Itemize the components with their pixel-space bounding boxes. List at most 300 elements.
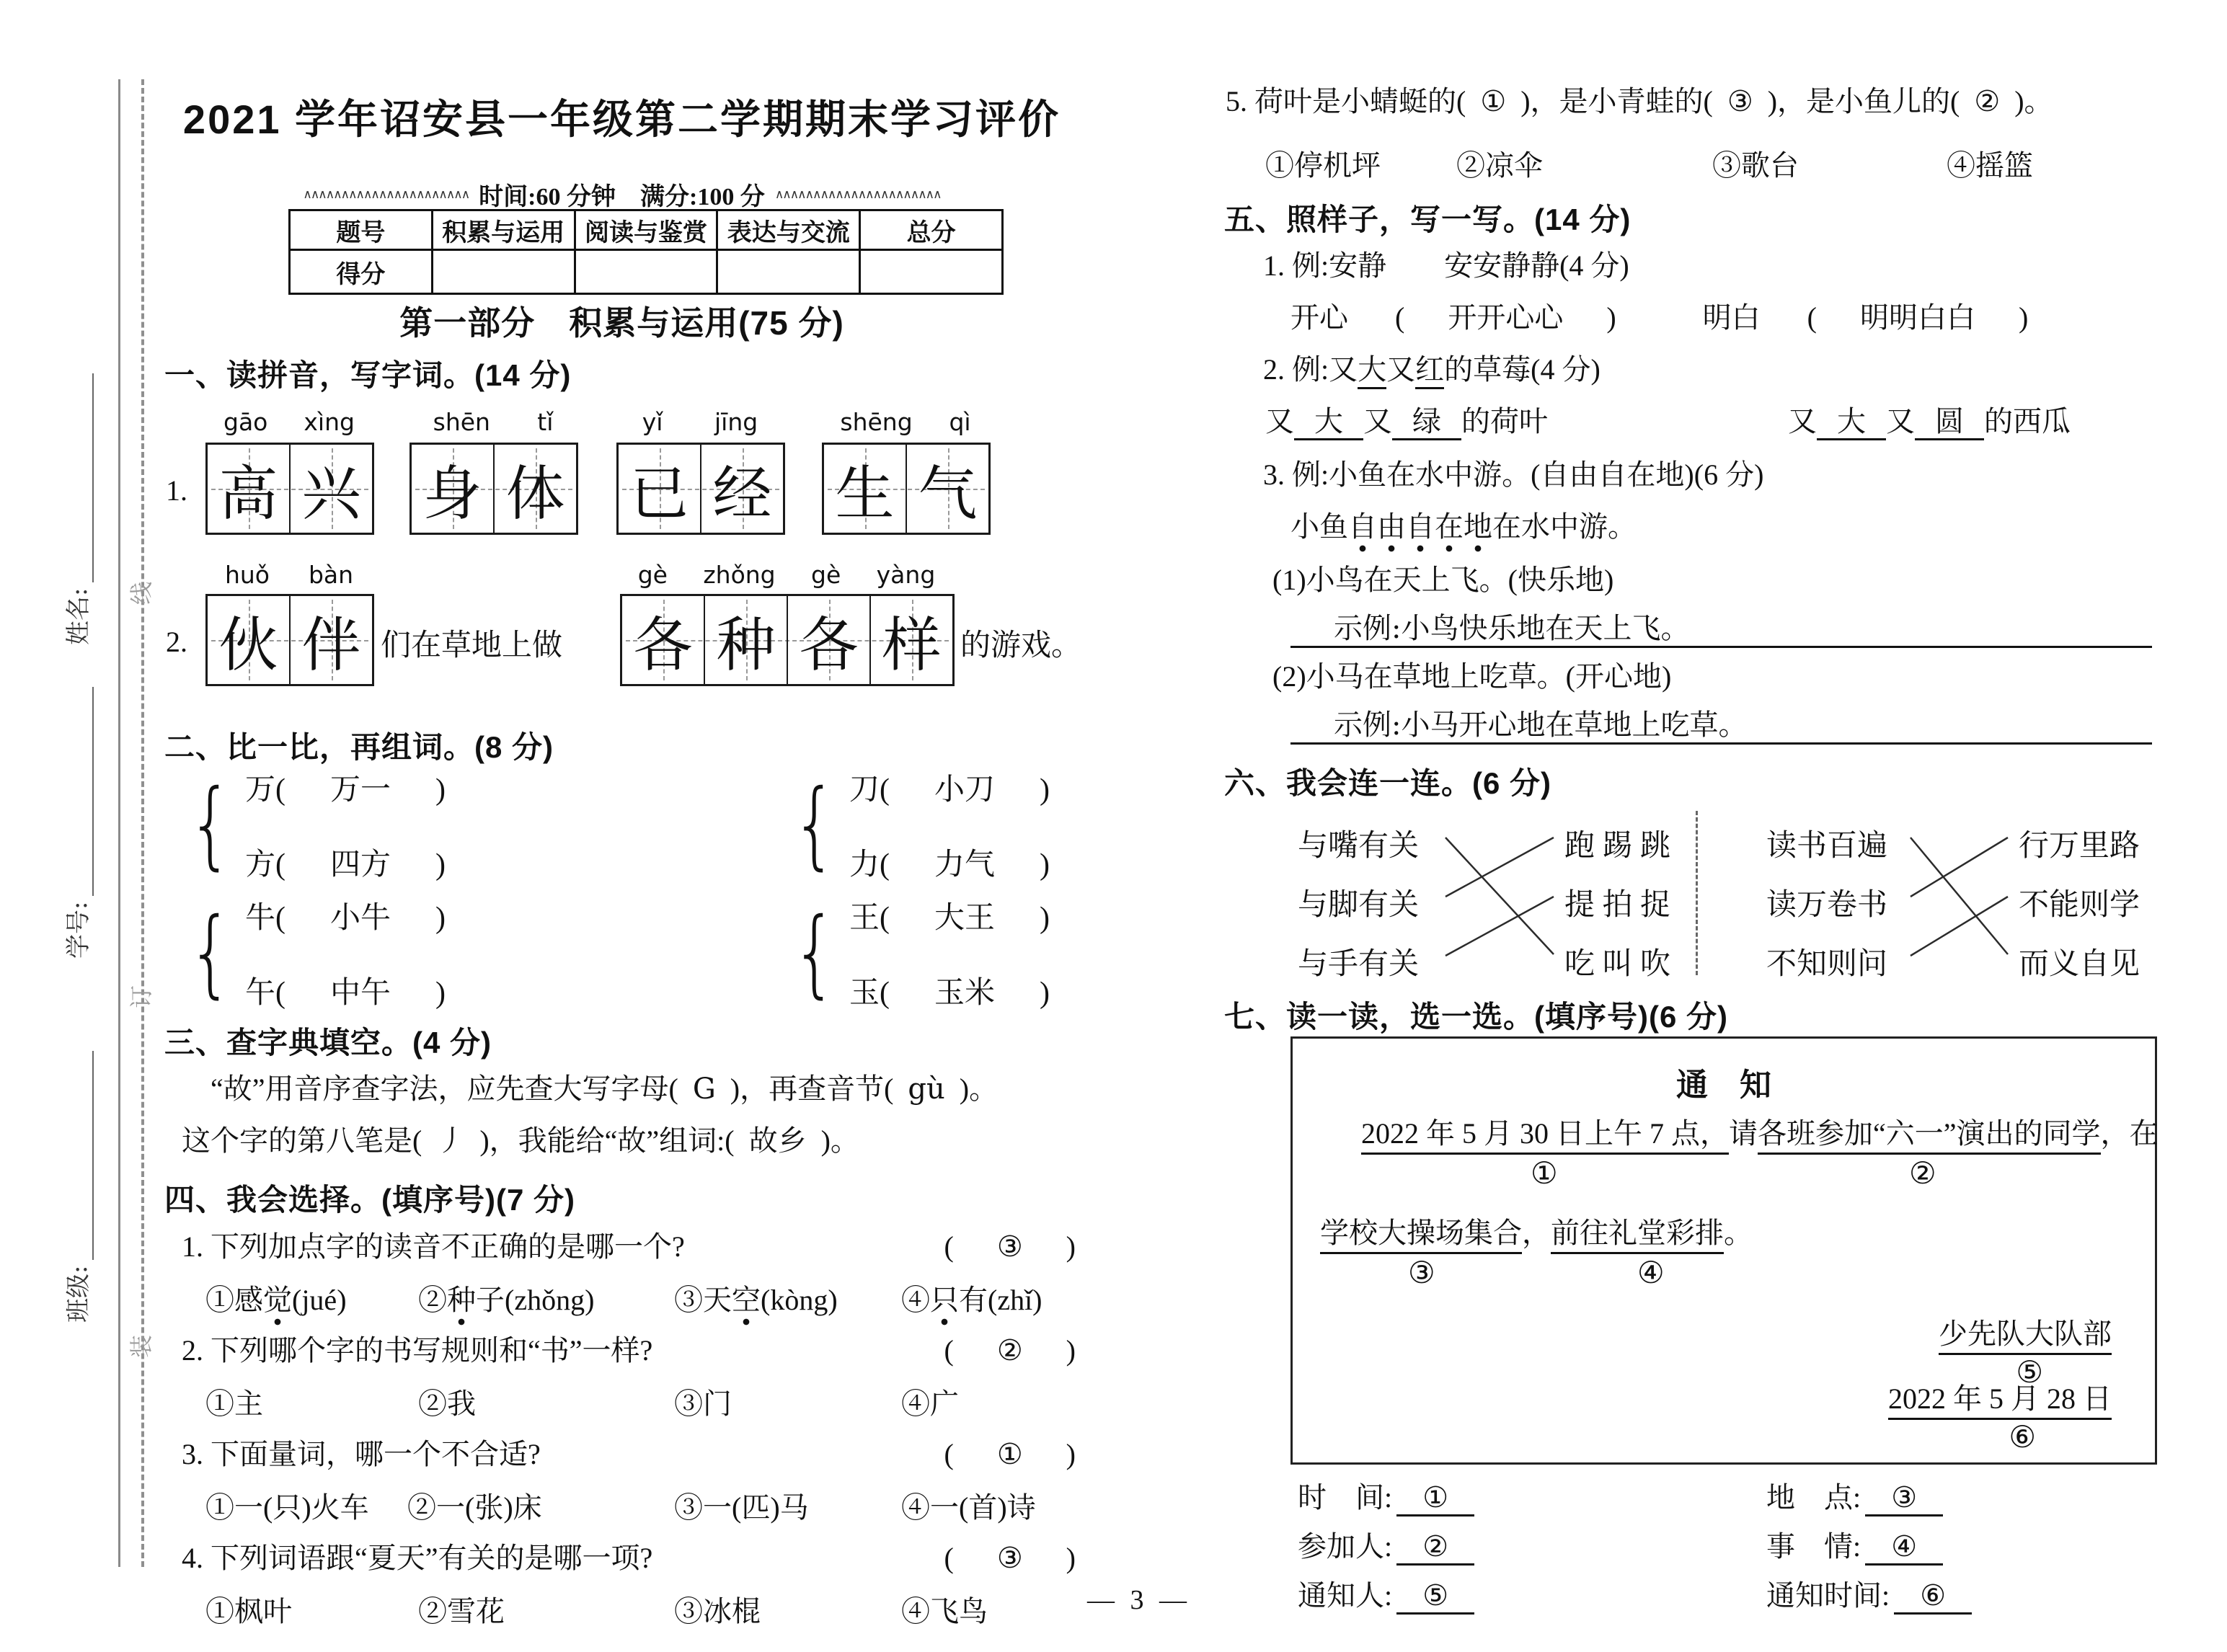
options-row: [205, 1381, 1078, 1424]
answer-word: 开开心心: [1448, 301, 1564, 334]
pinyin-label: [822, 408, 989, 436]
compare-row: [849, 840, 1050, 884]
section5-heading: 五、照样子，写一写。(14 分): [1224, 203, 1631, 236]
field-label: 通知人:: [1298, 1579, 1393, 1612]
answer-char: 各: [633, 610, 693, 680]
pinyin-label: [616, 408, 784, 436]
margin-rule-line: [118, 79, 120, 1567]
answer-word: 中午: [330, 974, 391, 1010]
field-answer: ①: [1396, 1481, 1474, 1516]
paren-open: (: [944, 1334, 983, 1367]
page-number: — 3 —: [1087, 1585, 1191, 1615]
answer-char: 体: [505, 459, 565, 528]
answer-word: 明明白白: [1859, 301, 1975, 334]
compare-row: [245, 894, 446, 937]
match-term: 读书百遍: [1766, 830, 1888, 863]
question-text: )。: [2014, 85, 2053, 117]
compare-row: [245, 969, 446, 1012]
question-text: 小鱼: [1290, 510, 1348, 543]
score-row-label: 得分: [290, 250, 433, 294]
example-sentence: [1290, 510, 1637, 543]
compare-char: 午: [244, 977, 275, 1010]
pinyin-syllable: xìng: [304, 408, 355, 436]
paren-close: ): [405, 848, 446, 881]
example-row: [1263, 353, 1600, 386]
option-text: (jué): [292, 1284, 347, 1316]
match-target: 提 拍 捉: [1564, 889, 1671, 922]
blank-answer: 大: [1817, 405, 1886, 440]
paren-close: ): [1009, 848, 1050, 881]
brace-icon: {: [792, 897, 838, 1008]
paren-open: (: [944, 1230, 983, 1263]
question-number: 2.: [182, 1334, 203, 1367]
compare-char: 方: [244, 848, 275, 881]
dotted-phrase: 自由自在地: [1348, 510, 1492, 553]
answer-word: 四方: [330, 846, 391, 881]
part1-title: 第一部分 积累与运用(75 分): [399, 304, 844, 342]
question-number: 1.: [182, 1230, 203, 1263]
question-row: [182, 1431, 1076, 1473]
answer-sentence: 示例:小马开心地在草地上吃草。: [1334, 709, 1748, 742]
class-field: [65, 948, 94, 1323]
paren-close: ): [1037, 1334, 1076, 1367]
blank-answer: 大: [1294, 405, 1363, 440]
answer-char: 种: [716, 610, 776, 680]
option-item: ①枫叶: [205, 1595, 292, 1627]
paren-close: ): [1037, 1230, 1076, 1263]
fill-blanks-row: [1265, 405, 2152, 451]
compare-row: [245, 840, 446, 884]
question-row: [1226, 85, 2053, 118]
field-notice-time: [1766, 1573, 1972, 1615]
paren-open: (: [880, 848, 920, 881]
match-lines: [1226, 793, 2163, 1009]
score-cell-empty: [432, 250, 575, 294]
option-item: ②雪花: [418, 1595, 505, 1627]
field-answer: ③: [1865, 1481, 1943, 1516]
compare-char: 王: [849, 902, 880, 935]
student-name-label: 姓名:: [64, 587, 93, 645]
paren-close: ): [1009, 977, 1050, 1010]
match-term: 与手有关: [1298, 948, 1420, 981]
score-header-jilei: 积累与运用: [432, 210, 575, 250]
options-row: [205, 1485, 1078, 1528]
blank-answer: 圆: [1915, 405, 1984, 440]
question-text: )。: [959, 1073, 999, 1105]
underlined-char: 大: [1358, 353, 1386, 389]
match-target: 行万里路: [2019, 830, 2140, 863]
paren-open: (: [275, 773, 316, 807]
question-text: 下面量词，哪一个不合适?: [211, 1438, 541, 1470]
question-text: 荷叶是小蜻蜓的(: [1254, 85, 1466, 117]
score-cell-empty: [860, 250, 1003, 294]
sub-question: (2)小马在草地上吃草。(开心地): [1272, 660, 1672, 693]
pinyin-syllable: gāo: [223, 408, 268, 436]
paren-close: ): [1009, 902, 1050, 935]
circled-number-2: ②: [1909, 1158, 1936, 1191]
score-header-zongfen: 总分: [860, 210, 1003, 250]
time-score-label: 时间:60 分钟 满分:100 分: [479, 184, 765, 210]
brace-icon: {: [187, 897, 234, 1008]
question-row: [182, 1535, 1076, 1576]
score-cell-empty: [575, 250, 717, 294]
zigzag-decoration-left: ∧∧∧∧∧∧∧∧∧∧∧∧∧∧∧∧∧∧∧∧∧∧: [303, 187, 469, 202]
dictionary-line-2: [182, 1124, 859, 1158]
student-id-blank: [71, 687, 94, 896]
question-text: 的荷叶: [1461, 405, 1548, 438]
option-text: ①感: [205, 1284, 263, 1316]
paren-close: ): [1577, 301, 1616, 334]
pinyin-syllable: yàng: [876, 561, 936, 589]
options-row: [1265, 143, 2152, 186]
field-label: 地 点:: [1766, 1481, 1861, 1514]
grid-cell: [824, 445, 906, 533]
grid-cell: [289, 596, 372, 684]
answer-choice: ③: [996, 1230, 1023, 1264]
answer-char: 高: [218, 459, 278, 528]
question-text: 又: [1265, 405, 1294, 438]
paren-close: ): [1009, 773, 1050, 807]
binding-char-xian: 线: [128, 581, 156, 605]
compare-char: 刀: [849, 773, 880, 807]
answer-bracket: [944, 1224, 1076, 1265]
answer-text: 故乡: [748, 1124, 807, 1158]
student-name-blank: [71, 373, 94, 582]
grid-cell: [906, 445, 988, 533]
options-row: [205, 1277, 1078, 1320]
grid-cell: [208, 596, 289, 684]
pinyin-label: [409, 408, 577, 436]
fill-phrase: [1788, 405, 2071, 440]
question-text: )，再查音节(: [730, 1073, 894, 1105]
answer-choice: ③: [1727, 85, 1753, 118]
option-item: ②我: [418, 1387, 476, 1420]
compare-row: [849, 765, 1050, 809]
writing-grid: [205, 594, 374, 686]
option-item: ④广: [901, 1387, 959, 1420]
option-item: [418, 1277, 594, 1318]
notice-title: 通 知: [1676, 1067, 1771, 1103]
option-item: ④一(首)诗: [901, 1491, 1036, 1524]
field-answer: ⑤: [1396, 1579, 1474, 1615]
paren-open: (: [880, 902, 920, 935]
question-text: 又: [1363, 405, 1392, 438]
zigzag-decoration-right: ∧∧∧∧∧∧∧∧∧∧∧∧∧∧∧∧∧∧∧∧∧∧: [774, 187, 941, 202]
circled-number-4: ④: [1637, 1257, 1665, 1290]
compare-row: [849, 969, 1050, 1012]
score-header-biaoda: 表达与交流: [717, 210, 860, 250]
field-label: 事 情:: [1766, 1530, 1861, 1563]
match-term: 与脚有关: [1298, 889, 1420, 922]
answer-word: 力气: [934, 846, 996, 881]
question-text: “故”用音序查字法，应先查大写字母(: [211, 1073, 678, 1105]
circled-number-3: ③: [1408, 1257, 1435, 1290]
paren-close: ): [1989, 301, 2029, 334]
option-item: ③歌台: [1712, 149, 1799, 182]
grid-cell: [493, 445, 576, 533]
answer-choice: ③: [996, 1542, 1023, 1575]
notice-underline: 前往礼堂彩排: [1551, 1217, 1724, 1254]
option-text: ④: [901, 1284, 930, 1316]
option-item: [901, 1277, 1042, 1318]
answer-text: G: [692, 1073, 716, 1106]
score-value-row: [290, 250, 1003, 294]
option-item: ③一(匹)马: [674, 1491, 809, 1524]
section1-heading: 一、读拼音，写字词。(14 分): [164, 358, 572, 392]
page-title: 2021 学年诏安县一年级第二学期期末学习评价: [182, 97, 1061, 142]
writing-grid: [620, 594, 955, 686]
example-row: 3. 例:小鱼在水中游。(自由自在地)(6 分): [1263, 458, 1764, 491]
notice-text: ，: [1522, 1217, 1551, 1249]
question-text: 又: [1886, 405, 1915, 438]
answer-bracket: [944, 1431, 1076, 1473]
compare-group: [784, 765, 1050, 884]
pinyin-syllable: huǒ: [224, 561, 270, 589]
answer-char: 伴: [301, 610, 361, 680]
field-event: [1766, 1524, 1943, 1566]
score-header-timuhao: 题号: [290, 210, 433, 250]
notice-underline: 2022 年 5 月 30 日上午 7 点，: [1361, 1117, 1729, 1155]
answer-choice: ②: [1974, 85, 2001, 118]
paren-open: (: [944, 1542, 983, 1574]
compare-group: [784, 894, 1050, 1012]
field-answer: ②: [1396, 1530, 1474, 1566]
notice-signature: [1939, 1311, 2112, 1352]
answer-char: 样: [882, 610, 942, 680]
dotted-char: 空: [732, 1284, 761, 1326]
answer-char: 各: [799, 610, 859, 680]
pinyin-syllable: qì: [949, 408, 971, 436]
answer-choice: ①: [996, 1438, 1023, 1471]
question-row: [182, 1328, 1076, 1369]
match-target: 而义自见: [2019, 948, 2140, 981]
question-number: 5.: [1226, 85, 1247, 117]
pinyin-syllable: gè: [811, 561, 841, 589]
match-target: 不能则学: [2019, 889, 2140, 922]
answer-word: 万一: [330, 771, 391, 807]
answer-char: 兴: [301, 459, 361, 528]
answer-sentence: 示例:小鸟快乐地在天上飞。: [1334, 612, 1690, 645]
binding-char-ding: 订: [128, 985, 156, 1009]
answer-bracket: [944, 1328, 1076, 1369]
answer-word: 大王: [934, 900, 996, 935]
grid-cell: [787, 596, 869, 684]
writing-grid: [616, 443, 785, 535]
grid-cell: [700, 445, 783, 533]
binding-char-zhuang: 装: [128, 1334, 156, 1359]
field-label: 参加人:: [1298, 1530, 1393, 1563]
dictionary-line-1: [211, 1073, 998, 1106]
match-target: 跑 踢 跳: [1564, 830, 1671, 863]
score-header-yuedu: 阅读与鉴赏: [575, 210, 717, 250]
option-text: ③天: [674, 1284, 732, 1316]
paren-open: (: [1807, 301, 1846, 334]
sentence-fragment: 的游戏。: [960, 629, 1082, 662]
exam-subtitle-row: [166, 177, 1078, 212]
option-text: 子(zhǒng): [476, 1284, 595, 1316]
pinyin-label: [205, 408, 373, 436]
compare-char: 万: [244, 773, 275, 807]
grid-cell: [208, 445, 289, 533]
underlined-char: 红: [1415, 353, 1444, 389]
paren-close: ): [1037, 1542, 1076, 1574]
compare-char: 玉: [849, 977, 880, 1010]
options-row: [205, 1589, 1078, 1632]
notice-underline: 各班参加“六一”演出的同学: [1758, 1117, 2101, 1155]
option-item: ③门: [674, 1387, 732, 1420]
notice-underline: 2022 年 5 月 28 日: [1888, 1382, 2112, 1420]
question-text: 下列词语跟“夏天”有关的是哪一项?: [211, 1542, 653, 1574]
given-word: 开心: [1290, 301, 1348, 334]
compare-char: 力: [849, 848, 880, 881]
option-item: ④摇篮: [1947, 149, 2033, 182]
compare-group: [180, 765, 446, 884]
score-table: [288, 209, 1004, 295]
field-answer: ⑥: [1894, 1579, 1972, 1615]
answer-char: 已: [629, 459, 689, 528]
paren-close: ): [405, 773, 446, 807]
answer-line: [1290, 702, 2152, 745]
match-line: [1445, 838, 1554, 954]
class-blank: [71, 1051, 94, 1260]
paren-close: ): [405, 902, 446, 935]
field-place: [1766, 1475, 1943, 1516]
answer-char: 经: [712, 459, 772, 528]
field-answer: ④: [1865, 1530, 1943, 1566]
notice-text: 。: [1724, 1217, 1753, 1249]
field-label: 时 间:: [1298, 1481, 1393, 1514]
question-text: 的西瓜: [1984, 405, 2071, 438]
pinyin-label: [205, 561, 373, 589]
match-term: 与嘴有关: [1298, 830, 1420, 863]
option-item: ②凉伞: [1456, 149, 1543, 182]
grid-cell: [704, 596, 787, 684]
fill-pairs-row: [1290, 301, 2028, 334]
writing-grid: [205, 443, 374, 535]
answer-text: 丿: [436, 1124, 466, 1158]
paren-open: (: [1395, 301, 1434, 334]
pinyin-syllable: yǐ: [642, 408, 663, 436]
question-text: 的草莓(4 分): [1444, 353, 1600, 386]
question-text: 下列哪个字的书写规则和“书”一样?: [211, 1334, 653, 1367]
paren-close: ): [1037, 1438, 1076, 1470]
class-label: 班级:: [64, 1265, 93, 1323]
answer-word: 玉米: [934, 974, 996, 1010]
answer-char: 伙: [218, 610, 278, 680]
match-line: [1445, 897, 1554, 956]
field-participants: [1298, 1524, 1474, 1566]
answer-choice: ①: [1480, 85, 1507, 118]
question-text: )。: [820, 1124, 859, 1157]
brace-icon: {: [792, 769, 838, 880]
question-number: 3.: [182, 1438, 203, 1470]
pinyin-syllable: bàn: [308, 561, 354, 589]
answer-char: 身: [422, 459, 482, 528]
field-label: 通知时间:: [1766, 1579, 1890, 1612]
option-item: ②一(张)床: [407, 1491, 542, 1524]
notice-line-1: [1361, 1111, 2159, 1152]
section3-heading: 三、查字典填空。(4 分): [164, 1026, 492, 1060]
item-number: 1.: [166, 474, 187, 507]
question-row: [182, 1224, 1076, 1265]
paren-open: (: [880, 977, 920, 1010]
example-row: 1. 例:安静 安安静静(4 分): [1263, 249, 1629, 282]
paren-close: ): [405, 977, 446, 1010]
paren-open: (: [944, 1438, 983, 1470]
question-text: 2. 例:又: [1263, 353, 1358, 386]
pinyin-syllable: zhǒng: [703, 561, 776, 589]
pinyin-syllable: gè: [637, 561, 668, 589]
notice-box: [1290, 1036, 2157, 1465]
option-text: (kòng): [761, 1284, 838, 1316]
answer-word: 小刀: [934, 771, 996, 807]
match-line: [1911, 838, 2008, 954]
pinyin-syllable: tǐ: [537, 408, 554, 436]
notice-text: ，在: [2100, 1117, 2159, 1150]
question-text: 又: [1788, 405, 1817, 438]
field-notifier: [1298, 1573, 1474, 1615]
question-text: 在水中游。: [1492, 510, 1637, 543]
notice-underline: 学校大操场集合: [1320, 1217, 1522, 1254]
blank-answer: 绿: [1392, 405, 1461, 440]
writing-grid: [822, 443, 991, 535]
question-text: 这个字的第八笔是(: [182, 1124, 422, 1157]
pinyin-label: [620, 561, 953, 589]
score-header-row: [290, 210, 1003, 250]
section4-heading: 四、我会选择。(填序号)(7 分): [164, 1183, 575, 1217]
pinyin-syllable: shēng: [840, 408, 913, 436]
question-text: )，是小青蛙的(: [1520, 85, 1713, 117]
option-item: ①停机坪: [1265, 149, 1381, 182]
paren-open: (: [275, 848, 316, 881]
student-id-label: 学号:: [64, 901, 93, 959]
option-text: ②: [418, 1284, 447, 1316]
section7-heading: 七、读一读，选一选。(填序号)(6 分): [1224, 1000, 1728, 1034]
option-item: ①一(只)火车: [205, 1491, 369, 1524]
answer-line: [1290, 605, 2152, 648]
field-time: [1298, 1475, 1474, 1516]
grid-cell: [619, 445, 700, 533]
option-item: [205, 1277, 347, 1318]
match-line: [1911, 897, 2008, 956]
answer-word: 小牛: [330, 900, 391, 935]
grid-cell: [289, 445, 372, 533]
match-line: [1911, 838, 2008, 897]
match-term: 不知则问: [1766, 948, 1888, 981]
answer-bracket: [944, 1535, 1076, 1576]
match-line: [1445, 838, 1554, 897]
option-item: ①主: [205, 1387, 263, 1420]
option-text: 有(zhǐ): [959, 1284, 1042, 1316]
paren-open: (: [275, 902, 316, 935]
notice-line-2: [1320, 1210, 1753, 1251]
answer-text: gù: [908, 1073, 945, 1106]
paren-open: (: [880, 773, 920, 807]
sentence-fragment: 们在草地上做: [381, 629, 563, 662]
circled-number-5: ⑤: [2016, 1356, 2043, 1390]
answer-choice: ②: [996, 1334, 1023, 1367]
writing-grid: [409, 443, 578, 535]
option-item: ④飞鸟: [901, 1595, 988, 1627]
question-text: )，我能给“故”组词:(: [479, 1124, 735, 1157]
grid-cell: [622, 596, 704, 684]
dotted-char: 只: [930, 1284, 959, 1326]
notice-date: [1888, 1376, 2112, 1417]
student-id-field: [65, 584, 94, 959]
notice-underline: 少先队大队部: [1939, 1318, 2112, 1355]
compare-char: 牛: [244, 902, 275, 935]
notice-text: 请: [1729, 1117, 1758, 1150]
